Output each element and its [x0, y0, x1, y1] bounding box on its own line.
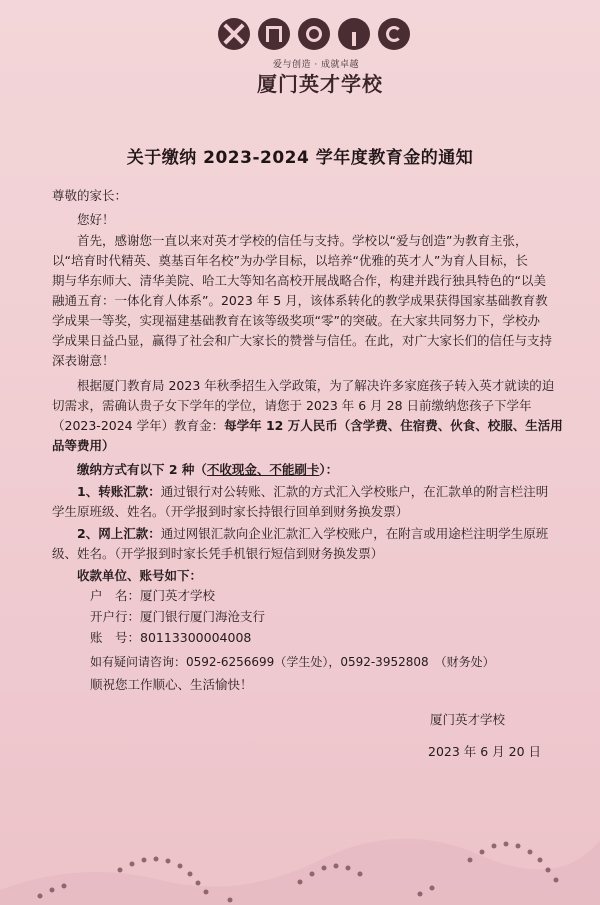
account-bank-value: 厦门银行厦门海沧支行 [140, 609, 266, 624]
issue-date: 2023 年 6 月 20 日 [428, 744, 542, 759]
school-logo [218, 14, 410, 54]
para1-line: 期与华东师大、清华美院、哈工大等知名高校开展战略合作，构建并践行独具特色的“以美 [52, 273, 546, 288]
account-name [90, 588, 215, 604]
para2-year-range: （2023-2024 学年）教育金： [52, 418, 225, 433]
logo-letter-c-icon [378, 18, 410, 50]
account-name-label: 户 名： [90, 588, 141, 603]
para2-line [52, 418, 563, 434]
method-1 [77, 484, 548, 500]
tuition-amount-cont: 品等费用） [52, 438, 115, 453]
account-number-value: 80113300004008 [140, 630, 252, 645]
contact-info: 如有疑问请咨询：0592-6256699（学生处），0592-3952808 （财务处） [90, 655, 495, 669]
logo-letter-m-icon [258, 18, 290, 50]
account-name-value: 厦门英才学校 [140, 588, 216, 603]
logo-letter-x-icon [218, 18, 250, 50]
para1-line: 深表谢意！ [52, 353, 115, 368]
logo-letter-y-icon [338, 18, 370, 50]
para2-line: 切需求，需确认贵子女下学年的学位，请您于 2023 年 6 月 28 日前缴纳您孩子下学年 [52, 398, 532, 413]
para1-line: 以“培育时代精英、奠基百年名校”为办学目标，以培养“优雅的英才人”为育人目标，长 [52, 253, 528, 268]
payment-intro-end: ）： [319, 462, 339, 477]
method-2-text: 通过网银汇款向企业汇款汇入学校账户，在附言或用途栏注明学生原班 [160, 526, 549, 541]
method-1-label: 1、转账汇款： [77, 484, 161, 499]
payment-intro-text: 缴纳方式有以下 2 种（ [77, 462, 207, 477]
method-1-line2: 学生原班级、姓名。（开学报到时家长持银行回单到财务换发票） [52, 504, 409, 519]
para1-line: 学成果日益凸显，赢得了社会和广大家长的赞誉与信任。在此，对广大家长们的信任与支持 [52, 333, 553, 348]
payment-intro [77, 462, 338, 478]
account-number-label: 账 号： [90, 630, 141, 645]
para1-line: 学成果一等奖，实现福建基础教育在该等级奖项“零”的突破。在大家共同努力下，学校办 [52, 313, 540, 328]
method-2-label: 2、网上汇款： [77, 526, 161, 541]
account-number [90, 630, 251, 646]
tuition-amount: 每学年 12 万人民币（含学费、住宿费、伙食、校服、生活用 [224, 418, 563, 433]
account-heading: 收款单位、账号如下： [77, 568, 203, 583]
school-name-header: 厦门英才学校 [257, 72, 383, 96]
school-motto: 爱与创造 · 成就卓越 [272, 60, 360, 70]
signature: 厦门英才学校 [430, 712, 506, 727]
greeting: 尊敬的家长： [52, 188, 128, 203]
logo-letter-o-icon [298, 18, 330, 50]
decorative-wave-pattern [0, 820, 600, 905]
method-2 [77, 526, 548, 542]
method-1-text: 通过银行对公转账、汇款的方式汇入学校账户，在汇款单的附言栏注明 [160, 484, 549, 499]
payment-restriction: 不收现金、不能刷卡 [206, 462, 320, 477]
para1-line: 融通五育：一体化育人体系”。2023 年 5 月，该体系转化的教学成果获得国家基础教育教 [52, 293, 548, 308]
para1-line: 首先，感谢您一直以来对英才学校的信任与支持。学校以“爱与创造”为教育主张， [77, 233, 528, 248]
para2-line: 根据厦门教育局 2023 年秋季招生入学政策，为了解决许多家庭孩子转入英才就读的迫 [77, 378, 555, 393]
method-2-line2: 级、姓名。（开学报到时家长凭手机银行短信到财务换发票） [52, 546, 384, 561]
account-bank-label: 开户行： [90, 609, 141, 624]
account-bank [90, 609, 265, 625]
hello: 您好！ [77, 212, 115, 227]
closing-wish: 顺祝您工作顺心、生活愉快！ [90, 677, 253, 692]
notice-title: 关于缴纳 2023-2024 学年度教育金的通知 [126, 148, 474, 168]
